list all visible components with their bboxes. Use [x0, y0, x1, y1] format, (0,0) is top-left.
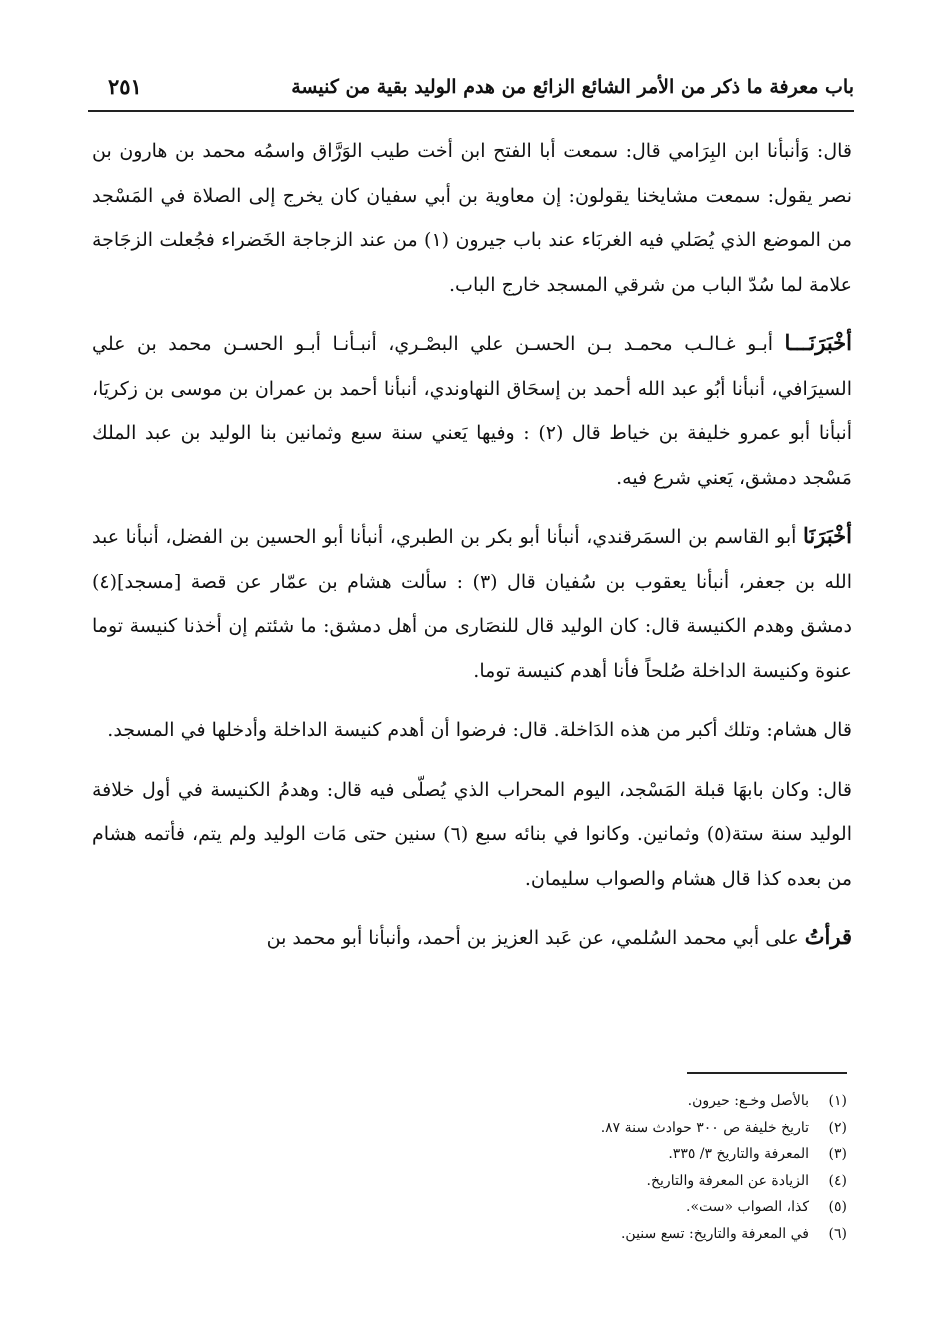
footnote-separator [687, 1072, 847, 1074]
footnote [327, 1221, 847, 1248]
footnotes [327, 1088, 847, 1248]
paragraph [92, 767, 852, 902]
footnote-text: كذا، الصواب «ست». [686, 1199, 809, 1216]
chapter-title: باب معرفة ما ذكر من الأمر الشائع الزائع من هدم الوليد بقية من كنيسة [291, 76, 854, 98]
footnote-text: بالأصل وخـع: حيرون. [687, 1093, 809, 1109]
page-number: ٢٥١ [108, 74, 142, 99]
paragraph-lead: أخْبَرَنَا [803, 523, 852, 548]
footnote [327, 1115, 847, 1142]
footnote [327, 1194, 847, 1221]
paragraph-lead: قرأتُ [804, 924, 852, 949]
main-text [92, 128, 852, 961]
footnote-text: في المعرفة والتاريخ: تسع سنين. [620, 1225, 809, 1242]
footnote-number: (١) [828, 1093, 847, 1109]
paragraph-text: أبو القاسم بن السمَرقندي، أنبأنا أبو بكر بن الطبري، أنبأنا أبو الحسين بن الفضل، أنبأنا عبد الله بن جعفر، أنبأنا يعقوب بن سُفيان قال (٣) : سألت هشام بن عمّار عن قصة [مسجد](٤) دمشق وهدم الكنيسة قال: كان الوليد قال للنصَارى من أهل دمشق: ما شئتم إن أخذنا كنيسة توما عنوة وكنيسة الداخلة صُلحاً فأنا أهدم كنيسة توما. [92, 526, 852, 682]
paragraph-text: قال هشام: وتلك أكبر من هذه الدَاخلة. قال: فرضوا أن أهدم كنيسة الداخلة وأدخلها في المسجد. [107, 719, 852, 741]
paragraph [92, 707, 852, 753]
page-header [88, 72, 854, 112]
paragraph [92, 514, 852, 693]
footnote-number: (٣) [828, 1146, 847, 1163]
paragraph-text: أبـو غـالـب محمـد بـن الحسـن علي البصْـري، أنبـأنـا أبـو الحسـن محمد بن علي السيرَافي، أنبأنا أبُو عبد الله أحمد بن إسحَاق النهاوندي، أنبأنا أحمد بن عمران بن موسى بن زكريَا، أنبأنا أبو عمرو خليفة بن خياط قال (٢) : وفيها يَعني سنة سبع وثمانين بنا الوليد بن عبد الملك مَسْجد دمشق، يَعني شرع فيه. [92, 333, 852, 489]
footnote-number: (٤) [828, 1172, 847, 1189]
footnote [327, 1168, 847, 1195]
paragraph-text: قال: وَأنبأنا ابن البِرَامي قال: سمعت أبا الفتح ابن أخت طيب الوَرَّاق واسمُه محمد بن هارون بن نصر يقول: سمعت مشايخنا يقولون: إن معاوية بن أبي سفيان كان يخرج إلى الصلاة في المَسْجد من الموضع الذي يُصَلي فيه الغربَاء عند باب جيرون (١) من عند الزجاجة الخَضراء فجُعلت الزجَاجة علامة لما سُدّ الباب من شرقي المسجد خارج الباب. [92, 140, 852, 296]
paragraph [92, 915, 852, 961]
footnote [327, 1141, 847, 1168]
footnote-number: (٥) [828, 1199, 847, 1216]
paragraph-text: على أبي محمد السُلمي، عن عَبد العزيز بن أحمد، وأنبأنا أبو محمد بن [266, 927, 805, 949]
footnote-number: (٢) [828, 1119, 847, 1136]
paragraph [92, 321, 852, 500]
footnote-number: (٦) [828, 1225, 847, 1242]
footnote [327, 1088, 847, 1115]
paragraph [92, 128, 852, 307]
footnote-text: المعرفة والتاريخ ٣/ ٣٣٥. [668, 1146, 809, 1163]
footnote-text: تاريخ خليفة ص ٣٠٠ حوادث سنة ٨٧. [600, 1119, 809, 1136]
footnote-text: الزيادة عن المعرفة والتاريخ. [646, 1172, 809, 1189]
paragraph-text: قال: وكان بابهَا قبلة المَسْجد، اليوم المحراب الذي يُصلّى فيه قال: وهدمُ الكنيسة في أول خلافة الوليد سنة ستة(٥) وثمانين. وكانوا في بنائه سبع (٦) سنين حتى مَات الوليد ولم يتم، فأتمه هشام من بعده كذا قال هشام والصواب سليمان. [92, 778, 852, 890]
paragraph-lead: أخْبَرَنَـــا [784, 330, 852, 355]
